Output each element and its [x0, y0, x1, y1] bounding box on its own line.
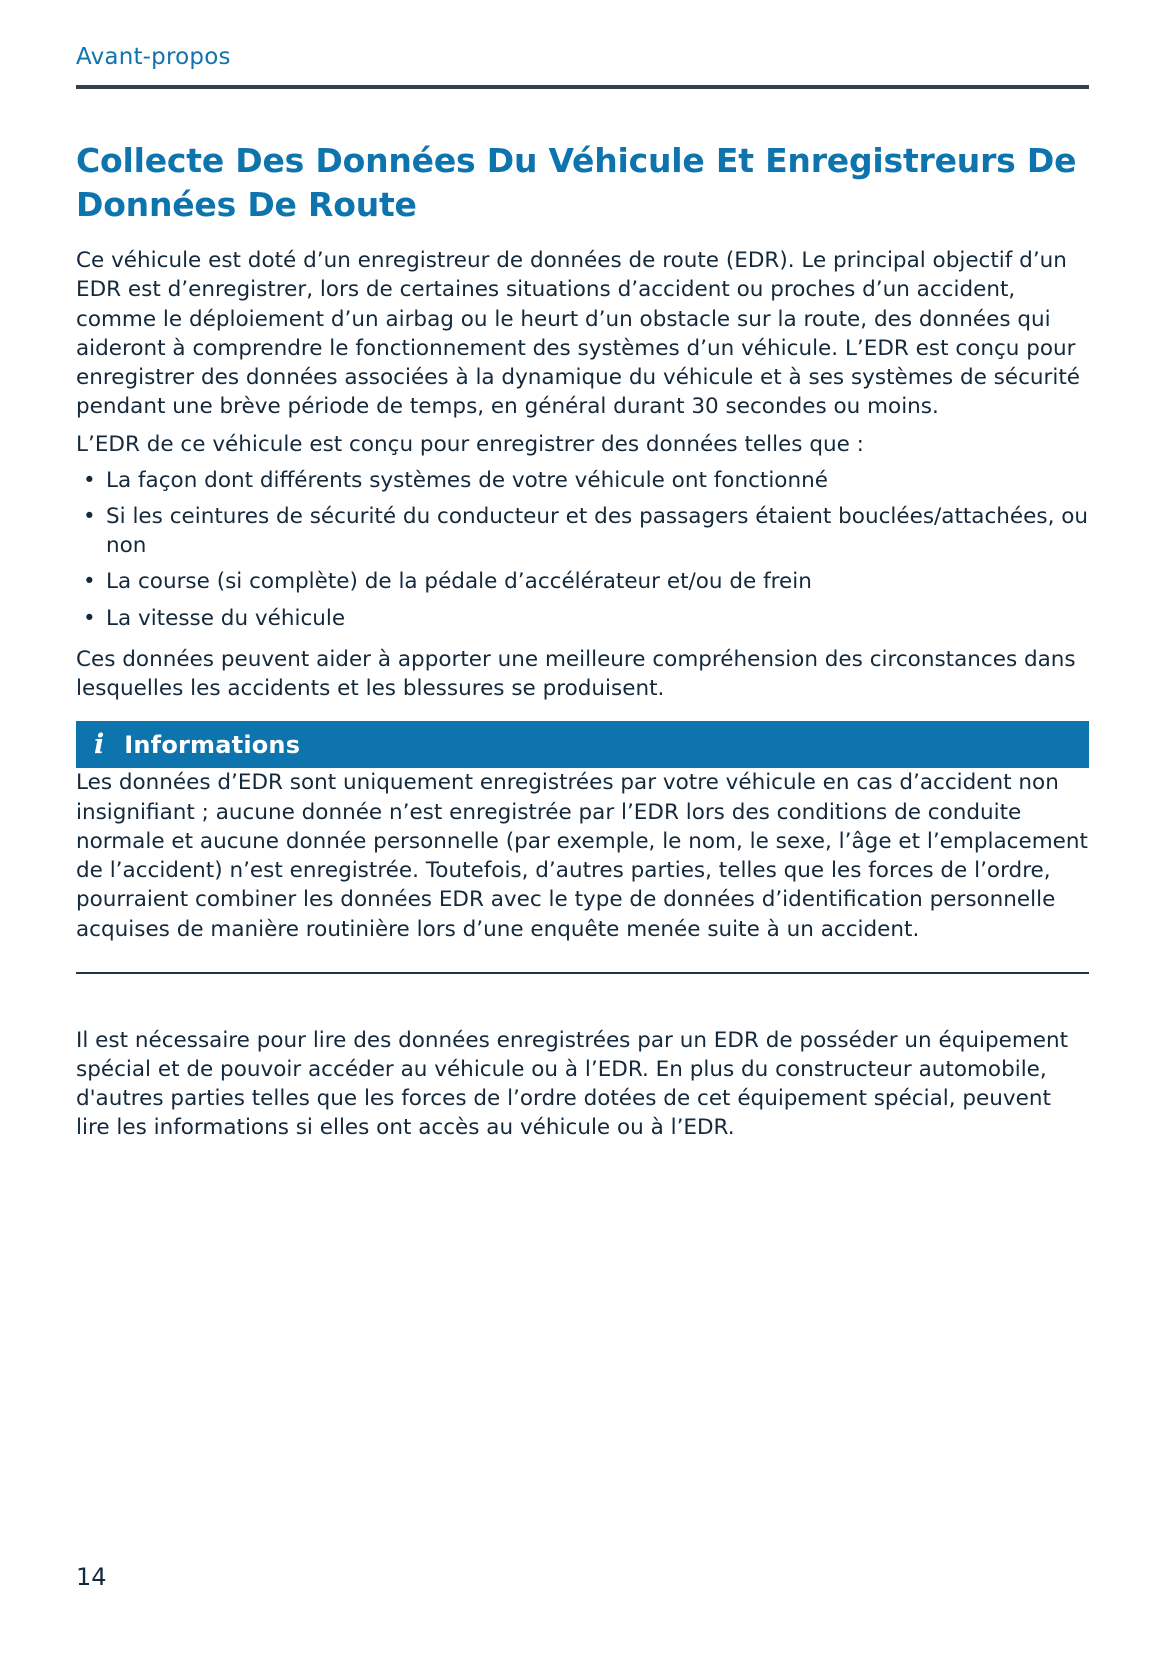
edr-data-list — [76, 466, 1089, 633]
list-item — [76, 567, 1089, 596]
info-box-title: Informations — [124, 730, 301, 759]
info-box-end-rule — [76, 972, 1089, 974]
page-content — [76, 139, 1089, 1143]
list-item-text: Si les ceintures de sécurité du conducteur et des passagers étaient bouclées/attachées, ou non — [106, 503, 1089, 559]
list-item — [76, 604, 1089, 633]
page-header — [76, 44, 1089, 89]
running-header-title: Avant-propos — [76, 44, 231, 70]
bullet-icon: • — [83, 605, 96, 631]
info-box-header — [76, 721, 1089, 768]
header-rule — [76, 85, 1089, 89]
closing-paragraph: Il est nécessaire pour lire des données enregistrées par un EDR de posséder un équipement spécial et de pouvoir accéder au véhicule ou à l’EDR. En plus du constructeur automobile, d'autres parties telles que les forces de l’ordre dotées de cet équipement spécial, peuvent lire les informations si elles ont accès au véhicule ou à l’EDR. — [76, 1027, 1069, 1141]
list-item — [76, 502, 1089, 560]
summary-paragraph: Ces données peuvent aider à apporter une meilleure compréhension des circonstances dans lesquelles les accidents et les blessures se produisent. — [76, 646, 1076, 702]
list-item-text: La façon dont différents systèmes de votre véhicule ont fonctionné — [106, 467, 828, 493]
intro-paragraph: Ce véhicule est doté d’un enregistreur de données de route (EDR). Le principal objectif d’un EDR est d’enregistrer, lors de certaines situations d’accident ou proches d’un accident, comme le déploiement d’un airbag ou le heurt d’un obstacle sur la route, des données qui aideront à comprendre le fonctionnement des systèmes d’un véhicule. L’EDR est conçu pour enregistrer des données associées à la dynamique du véhicule et à ses systèmes de sécurité pendant une brève période de temps, en général durant 30 secondes ou moins. — [76, 248, 1081, 420]
bullet-icon: • — [83, 467, 96, 493]
bullet-icon: • — [83, 569, 96, 595]
section-title: Collecte Des Données Du Véhicule Et Enregistreurs De Données De Route — [76, 141, 1077, 224]
list-intro-paragraph: L’EDR de ce véhicule est conçu pour enregistrer des données telles que : — [76, 431, 864, 457]
list-item-text: La vitesse du véhicule — [106, 605, 346, 631]
info-box — [76, 721, 1089, 973]
info-icon: i — [94, 729, 105, 761]
list-item — [76, 466, 1089, 495]
bullet-icon: • — [83, 503, 96, 529]
list-item-text: La course (si complète) de la pédale d’accélérateur et/ou de frein — [106, 569, 812, 595]
page-number: 14 — [76, 1563, 107, 1591]
info-box-body: Les données d’EDR sont uniquement enregistrées par votre véhicule en cas d’accident non insignifiant ; aucune donnée n’est enregistrée par l’EDR lors des conditions de conduite normale et aucune donnée personnelle (par exemple, le nom, le sexe, l’âge et l’emplacement de l’accident) n’est enregistrée. Toutefois, d’autres parties, telles que les forces de l’ordre, pourraient combiner les données EDR avec le type de données d’identification personnelle acquises de manière routinière lors d’une enquête menée suite à un accident. — [76, 770, 1088, 942]
